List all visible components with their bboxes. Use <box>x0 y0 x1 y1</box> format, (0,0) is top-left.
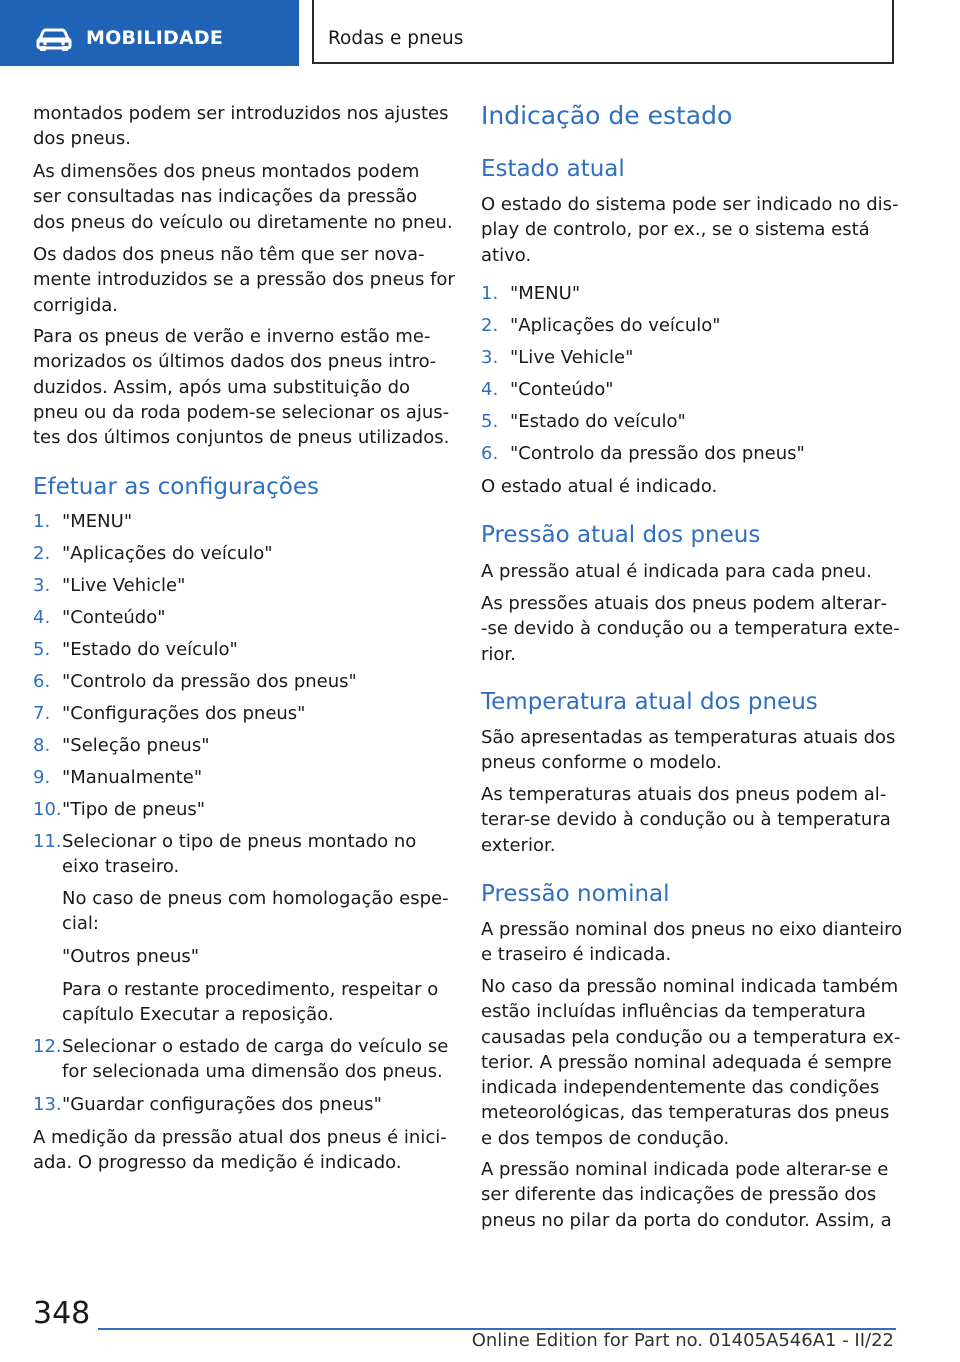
paragraph: As pressões atuais dos pneus podem alterar‐ -se devido à condução ou a temperatura exte‐ rior. <box>481 593 900 665</box>
paragraph: A pressão atual é indicada para cada pneu. <box>481 561 872 582</box>
section-title: MOBILIDADE <box>86 27 224 49</box>
section-tab <box>0 0 299 66</box>
chapter-box <box>312 0 894 64</box>
car-icon <box>36 25 72 53</box>
paragraph: As dimensões dos pneus montados podem ser consultadas nas indicações da pressão dos pneus do veículo ou diretamente no pneu. <box>33 161 453 233</box>
paragraph: As temperaturas atuais dos pneus podem al‐ terar-se devido à condução ou à temperatura exterior. <box>481 784 891 856</box>
paragraph: O estado do sistema pode ser indicado no dis‐ play de controlo, por ex., se o sistema está ativo. <box>481 194 899 266</box>
page-number: 348 <box>33 1296 91 1331</box>
paragraph: Para os pneus de verão e inverno estão me‐ morizados os últimos dados dos pneus intro‐ duzidos. Assim, após uma substituição do pneu ou da roda podem-se selecionar os ajus‐ tes dos últimos conjuntos de pneus utilizados. <box>33 326 450 449</box>
paragraph: A pressão nominal dos pneus no eixo dianteiro e traseiro é indicada. <box>481 919 903 966</box>
paragraph: O estado atual é indicado. <box>481 476 718 497</box>
subheading: Pressão atual dos pneus <box>481 522 761 548</box>
subheading: Temperatura atual dos pneus <box>481 689 818 715</box>
page-header <box>0 0 960 66</box>
paragraph: No caso da pressão nominal indicada também estão incluídas influências da temperatura causadas pela condução ou a temperatura ex‐ terior. A pressão nominal adequada é sempre indicada independentemente das condições meteorológicas, das temperaturas dos pneus e dos tempos de condução. <box>481 976 901 1149</box>
paragraph: montados podem ser introduzidos nos ajustes dos pneus. <box>33 103 449 150</box>
paragraph: A pressão nominal indicada pode alterar-se e ser diferente das indicações de pressão dos pneus no pilar da porta do condutor. Assim, a <box>481 1159 892 1231</box>
paragraph: São apresentadas as temperaturas atuais dos pneus conforme o modelo. <box>481 727 896 774</box>
paragraph: Os dados dos pneus não têm que ser nova‐ mente introduzidos se a pressão dos pneus for corrigida. <box>33 244 455 316</box>
chapter-title: Rodas e pneus <box>328 28 464 49</box>
subheading: Estado atual <box>481 156 625 182</box>
paragraph: A medição da pressão atual dos pneus é inici‐ ada. O progresso da medição é indicado. <box>33 1127 447 1174</box>
edition-note: Online Edition for Part no. 01405A546A1 - II/22 <box>471 1330 894 1351</box>
section-heading: Indicação de estado <box>481 101 733 130</box>
subheading: Pressão nominal <box>481 881 670 907</box>
section-heading: Efetuar as configurações <box>33 474 319 500</box>
